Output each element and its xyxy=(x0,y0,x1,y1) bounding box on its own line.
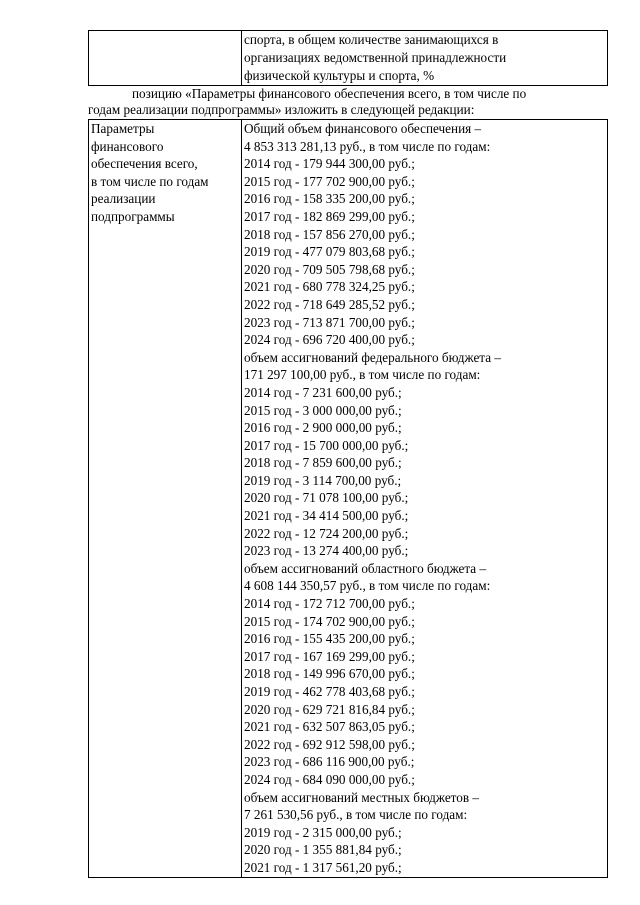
text-line: Общий объем финансового обеспечения – xyxy=(244,121,482,136)
text-line: Параметры xyxy=(91,121,155,136)
text-line: физической культуры и спорта, % xyxy=(244,68,435,83)
text-line: 2018 год - 157 856 270,00 руб.; xyxy=(244,226,415,242)
text-line: объем ассигнований областного бюджета – xyxy=(244,560,487,576)
funding-table xyxy=(88,119,608,878)
funding-value-cell xyxy=(242,120,608,878)
text-line: 2015 год - 177 702 900,00 руб.; xyxy=(244,173,415,189)
text-line: 2024 год - 684 090 000,00 руб.; xyxy=(244,771,415,787)
text-line: организациях ведомственной принадлежности xyxy=(244,50,507,65)
text-line: 2021 год - 680 778 324,25 руб.; xyxy=(244,279,415,295)
paragraph-line: позицию «Параметры финансового обеспечения всего, в том числе по xyxy=(132,86,527,101)
text-line: 2022 год - 718 649 285,52 руб.; xyxy=(244,296,415,312)
text-line: 2016 год - 155 435 200,00 руб.; xyxy=(244,631,415,647)
text-line: подпрограммы xyxy=(91,208,175,224)
text-line: 7 261 530,56 руб., в том числе по годам: xyxy=(244,807,468,823)
text-line: 2015 год - 174 702 900,00 руб.; xyxy=(244,613,415,629)
paragraph-line: годам реализации подпрограммы» изложить в следующей редакции: xyxy=(88,102,475,117)
text-line: финансового xyxy=(91,138,164,154)
text-line: 2014 год - 179 944 300,00 руб.; xyxy=(244,156,415,172)
text-line: 2019 год - 2 315 000,00 руб.; xyxy=(244,824,402,840)
text-line: реализации xyxy=(91,191,156,207)
text-line: 2022 год - 12 724 200,00 руб.; xyxy=(244,525,409,541)
indicator-label-cell xyxy=(89,31,242,86)
text-line: 2018 год - 7 859 600,00 руб.; xyxy=(244,455,402,471)
text-line: 2019 год - 3 114 700,00 руб.; xyxy=(244,472,402,488)
text-line: 2024 год - 696 720 400,00 руб.; xyxy=(244,332,415,348)
text-line: объем ассигнований федерального бюджета – xyxy=(244,349,501,365)
text-line: 2015 год - 3 000 000,00 руб.; xyxy=(244,402,402,418)
text-line: 171 297 100,00 руб., в том числе по годам: xyxy=(244,367,481,383)
text-line: 2021 год - 34 414 500,00 руб.; xyxy=(244,508,409,524)
text-line: 4 608 144 350,57 руб., в том числе по годам: xyxy=(244,578,491,594)
table-row xyxy=(89,31,608,86)
text-line: 2023 год - 13 274 400,00 руб.; xyxy=(244,543,409,559)
text-line: 2020 год - 71 078 100,00 руб.; xyxy=(244,490,409,506)
text-line: 2020 год - 1 355 881,84 руб.; xyxy=(244,842,402,858)
text-line: 2014 год - 7 231 600,00 руб.; xyxy=(244,384,402,400)
text-line: 2023 год - 713 871 700,00 руб.; xyxy=(244,314,415,330)
text-line: 2016 год - 2 900 000,00 руб.; xyxy=(244,420,402,436)
text-line: 2019 год - 477 079 803,68 руб.; xyxy=(244,244,415,260)
instruction-paragraph xyxy=(88,86,610,118)
text-line: 2021 год - 632 507 863,05 руб.; xyxy=(244,719,415,735)
text-line: 2016 год - 158 335 200,00 руб.; xyxy=(244,191,415,207)
text-line: 2020 год - 709 505 798,68 руб.; xyxy=(244,261,415,277)
text-line: 2020 год - 629 721 816,84 руб.; xyxy=(244,701,415,717)
text-line: 2017 год - 15 700 000,00 руб.; xyxy=(244,437,409,453)
text-line: спорта, в общем количестве занимающихся в xyxy=(244,32,499,47)
table-row xyxy=(89,120,608,878)
text-line: 2021 год - 1 317 561,20 руб.; xyxy=(244,859,402,875)
text-line: 2017 год - 182 869 299,00 руб.; xyxy=(244,208,415,224)
text-line: 2018 год - 149 996 670,00 руб.; xyxy=(244,666,415,682)
text-line: объем ассигнований местных бюджетов – xyxy=(244,789,479,805)
text-line: 2022 год - 692 912 598,00 руб.; xyxy=(244,736,415,752)
text-line: 4 853 313 281,13 руб., в том числе по годам: xyxy=(244,138,491,154)
indicator-value-cell xyxy=(242,31,608,86)
indicator-table xyxy=(88,30,608,86)
funding-label-cell xyxy=(89,120,242,878)
text-line: обеспечения всего, xyxy=(91,156,198,172)
text-line: 2023 год - 686 116 900,00 руб.; xyxy=(244,754,415,770)
text-line: в том числе по годам xyxy=(91,173,209,189)
text-line: 2019 год - 462 778 403,68 руб.; xyxy=(244,684,415,699)
text-line: 2017 год - 167 169 299,00 руб.; xyxy=(244,648,415,664)
text-line: 2014 год - 172 712 700,00 руб.; xyxy=(244,596,415,612)
